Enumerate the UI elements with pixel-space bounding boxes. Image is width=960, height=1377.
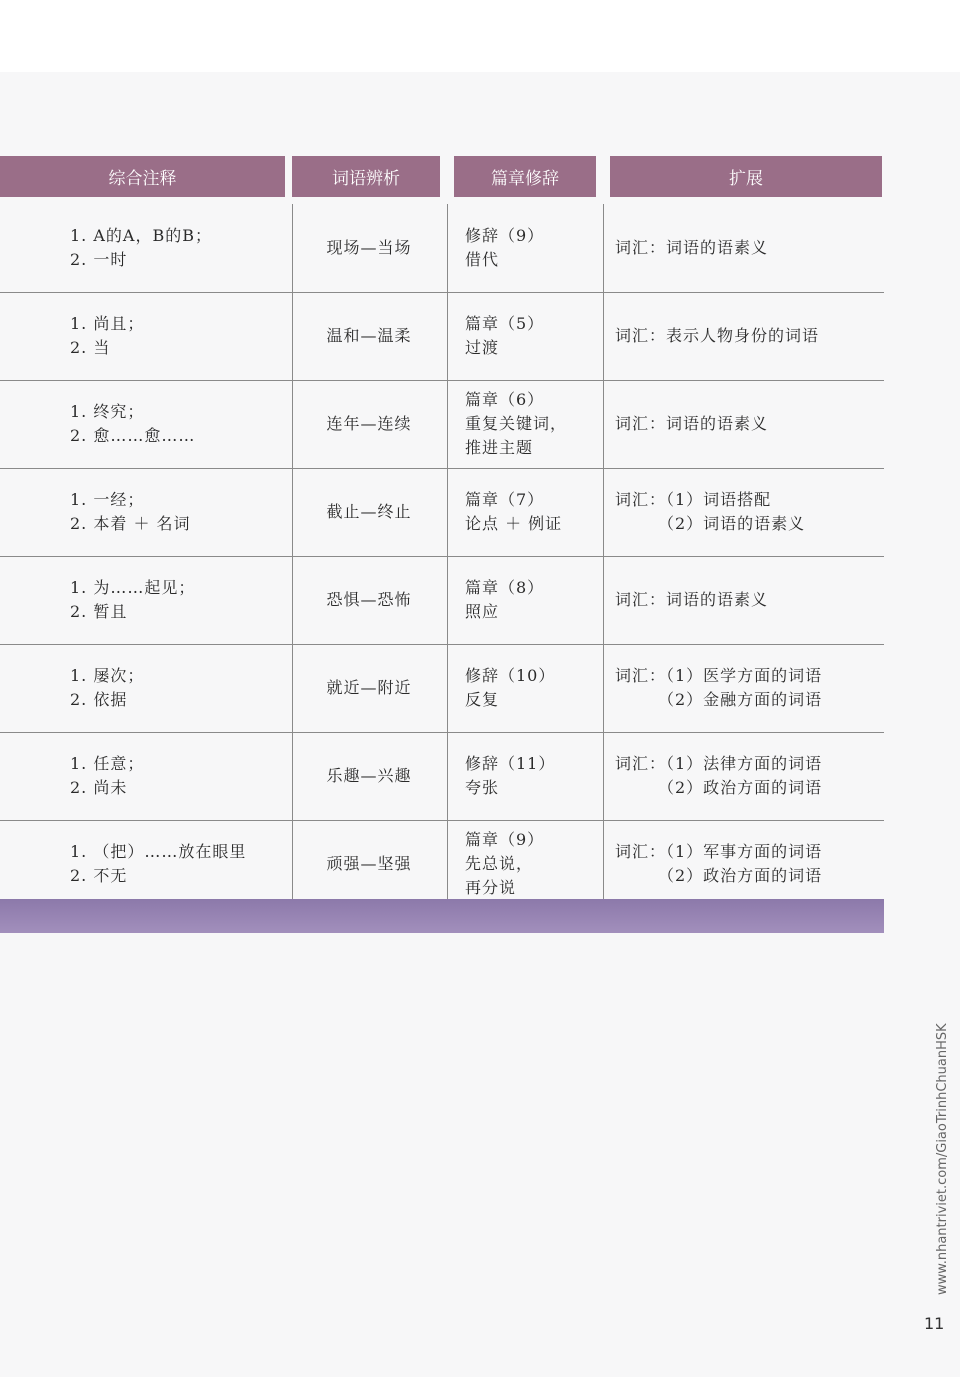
column-divider bbox=[603, 732, 604, 820]
cell-line: 2. 本着 ＋ 名词 bbox=[70, 514, 191, 533]
cell-line: 2. 依据 bbox=[70, 690, 128, 709]
cell-word-analysis bbox=[292, 732, 446, 820]
cell-word-analysis bbox=[292, 292, 446, 380]
column-divider bbox=[447, 556, 448, 644]
cell-line: 就近—附近 bbox=[326, 678, 412, 697]
cell-line: 2. 愈……愈…… bbox=[70, 426, 196, 445]
cell-line: 篇章（7） bbox=[465, 490, 545, 509]
cell-notes bbox=[70, 468, 285, 556]
cell-word-analysis bbox=[292, 204, 446, 292]
cell-word-analysis bbox=[292, 556, 446, 644]
column-divider bbox=[603, 468, 604, 556]
cell-line: 重复关键词， bbox=[465, 414, 568, 433]
cell-line: 篇章（5） bbox=[465, 314, 545, 333]
cell-line: 推进主题 bbox=[465, 438, 534, 457]
header-extension: 扩展 bbox=[610, 156, 882, 197]
cell-line: 借代 bbox=[465, 250, 500, 269]
cell-line: 1. 终究； bbox=[70, 402, 145, 421]
cell-extension bbox=[615, 292, 883, 380]
cell-extension bbox=[615, 820, 883, 908]
cell-notes bbox=[70, 820, 285, 908]
table-row bbox=[0, 556, 884, 645]
cell-line: 2. 当 bbox=[70, 338, 111, 357]
cell-line: 词汇：（1）法律方面的词语 bbox=[615, 754, 823, 773]
cell-line: 词汇：词语的语素义 bbox=[615, 238, 769, 257]
cell-line: 2. 暂且 bbox=[70, 602, 128, 621]
cell-rhetoric bbox=[465, 644, 597, 732]
website-watermark: www.nhantriviet.com/GiaoTrinhChuanHSK bbox=[935, 1023, 950, 1295]
cell-rhetoric bbox=[465, 732, 597, 820]
cell-line: 1. 尚且； bbox=[70, 314, 145, 333]
cell-extension bbox=[615, 644, 883, 732]
cell-line: 再分说 bbox=[465, 878, 517, 897]
cell-line: 反复 bbox=[465, 690, 500, 709]
cell-line: 温和—温柔 bbox=[326, 326, 412, 345]
cell-extension bbox=[615, 556, 883, 644]
cell-line: 修辞（9） bbox=[465, 226, 545, 245]
cell-line: 2. 尚未 bbox=[70, 778, 128, 797]
cell-notes bbox=[70, 380, 285, 468]
cell-word-analysis bbox=[292, 820, 446, 908]
column-divider bbox=[603, 204, 604, 292]
cell-line: 1. 一经； bbox=[70, 490, 145, 509]
cell-line: 恐惧—恐怖 bbox=[326, 590, 412, 609]
cell-line: 乐趣—兴趣 bbox=[326, 766, 412, 785]
cell-line: 夸张 bbox=[465, 778, 500, 797]
cell-line: 1. 屡次； bbox=[70, 666, 145, 685]
cell-extension bbox=[615, 732, 883, 820]
table-row bbox=[0, 204, 884, 293]
cell-rhetoric bbox=[465, 380, 597, 468]
cell-line: （2）词语的语素义 bbox=[615, 514, 806, 533]
cell-notes bbox=[70, 732, 285, 820]
column-divider bbox=[603, 380, 604, 468]
cell-rhetoric bbox=[465, 556, 597, 644]
cell-line: 词汇：（1）医学方面的词语 bbox=[615, 666, 823, 685]
cell-line: 过渡 bbox=[465, 338, 500, 357]
cell-word-analysis bbox=[292, 644, 446, 732]
column-divider bbox=[447, 204, 448, 292]
cell-line: 词汇：表示人物身份的词语 bbox=[615, 326, 820, 345]
cell-line: 先总说， bbox=[465, 854, 534, 873]
cell-line: 顽强—坚强 bbox=[326, 854, 412, 873]
cell-notes bbox=[70, 644, 285, 732]
cell-line: 1. 任意； bbox=[70, 754, 145, 773]
table-row bbox=[0, 292, 884, 381]
cell-line: （2）政治方面的词语 bbox=[615, 778, 823, 797]
cell-notes bbox=[70, 556, 285, 644]
table-row bbox=[0, 468, 884, 557]
cell-line: 词汇：（1）词语搭配 bbox=[615, 490, 772, 509]
cell-line: 1. A的A，B的B； bbox=[70, 226, 212, 245]
column-divider bbox=[603, 820, 604, 908]
cell-line: 修辞（11） bbox=[465, 754, 556, 773]
footer-bar bbox=[0, 899, 884, 933]
cell-line: 现场—当场 bbox=[326, 238, 412, 257]
column-divider bbox=[447, 820, 448, 908]
cell-line: （2）政治方面的词语 bbox=[615, 866, 823, 885]
cell-rhetoric bbox=[465, 820, 597, 908]
column-divider bbox=[603, 644, 604, 732]
cell-rhetoric bbox=[465, 204, 597, 292]
cell-line: 篇章（6） bbox=[465, 390, 545, 409]
table-row bbox=[0, 380, 884, 469]
cell-rhetoric bbox=[465, 468, 597, 556]
column-divider bbox=[447, 380, 448, 468]
cell-notes bbox=[70, 204, 285, 292]
table-row bbox=[0, 732, 884, 821]
table-row bbox=[0, 644, 884, 733]
cell-line: 连年—连续 bbox=[326, 414, 412, 433]
column-divider bbox=[447, 732, 448, 820]
cell-extension bbox=[615, 204, 883, 292]
cell-line: 篇章（9） bbox=[465, 830, 545, 849]
cell-line: 修辞（10） bbox=[465, 666, 556, 685]
header-word-analysis: 词语辨析 bbox=[292, 156, 440, 197]
cell-extension bbox=[615, 468, 883, 556]
page-number: 11 bbox=[924, 1314, 945, 1333]
cell-rhetoric bbox=[465, 292, 597, 380]
column-divider bbox=[603, 556, 604, 644]
column-divider bbox=[447, 644, 448, 732]
cell-line: 词汇：词语的语素义 bbox=[615, 590, 769, 609]
table-row bbox=[0, 820, 884, 909]
cell-word-analysis bbox=[292, 468, 446, 556]
cell-line: 1. 为……起见； bbox=[70, 578, 196, 597]
cell-line: 论点 ＋ 例证 bbox=[465, 514, 563, 533]
cell-line: 截止—终止 bbox=[326, 502, 412, 521]
cell-line: 1. （把）……放在眼里 bbox=[70, 842, 247, 861]
cell-line: 词汇：词语的语素义 bbox=[615, 414, 769, 433]
cell-line: （2）金融方面的词语 bbox=[615, 690, 823, 709]
header-notes: 综合注释 bbox=[0, 156, 285, 197]
cell-word-analysis bbox=[292, 380, 446, 468]
column-divider bbox=[447, 292, 448, 380]
page-top-margin bbox=[0, 0, 960, 72]
cell-notes bbox=[70, 292, 285, 380]
cell-line: 照应 bbox=[465, 602, 500, 621]
column-divider bbox=[603, 292, 604, 380]
cell-line: 篇章（8） bbox=[465, 578, 545, 597]
cell-extension bbox=[615, 380, 883, 468]
cell-line: 2. 不无 bbox=[70, 866, 128, 885]
column-divider bbox=[447, 468, 448, 556]
cell-line: 2. 一时 bbox=[70, 250, 128, 269]
cell-line: 词汇：（1）军事方面的词语 bbox=[615, 842, 823, 861]
header-rhetoric: 篇章修辞 bbox=[454, 156, 596, 197]
